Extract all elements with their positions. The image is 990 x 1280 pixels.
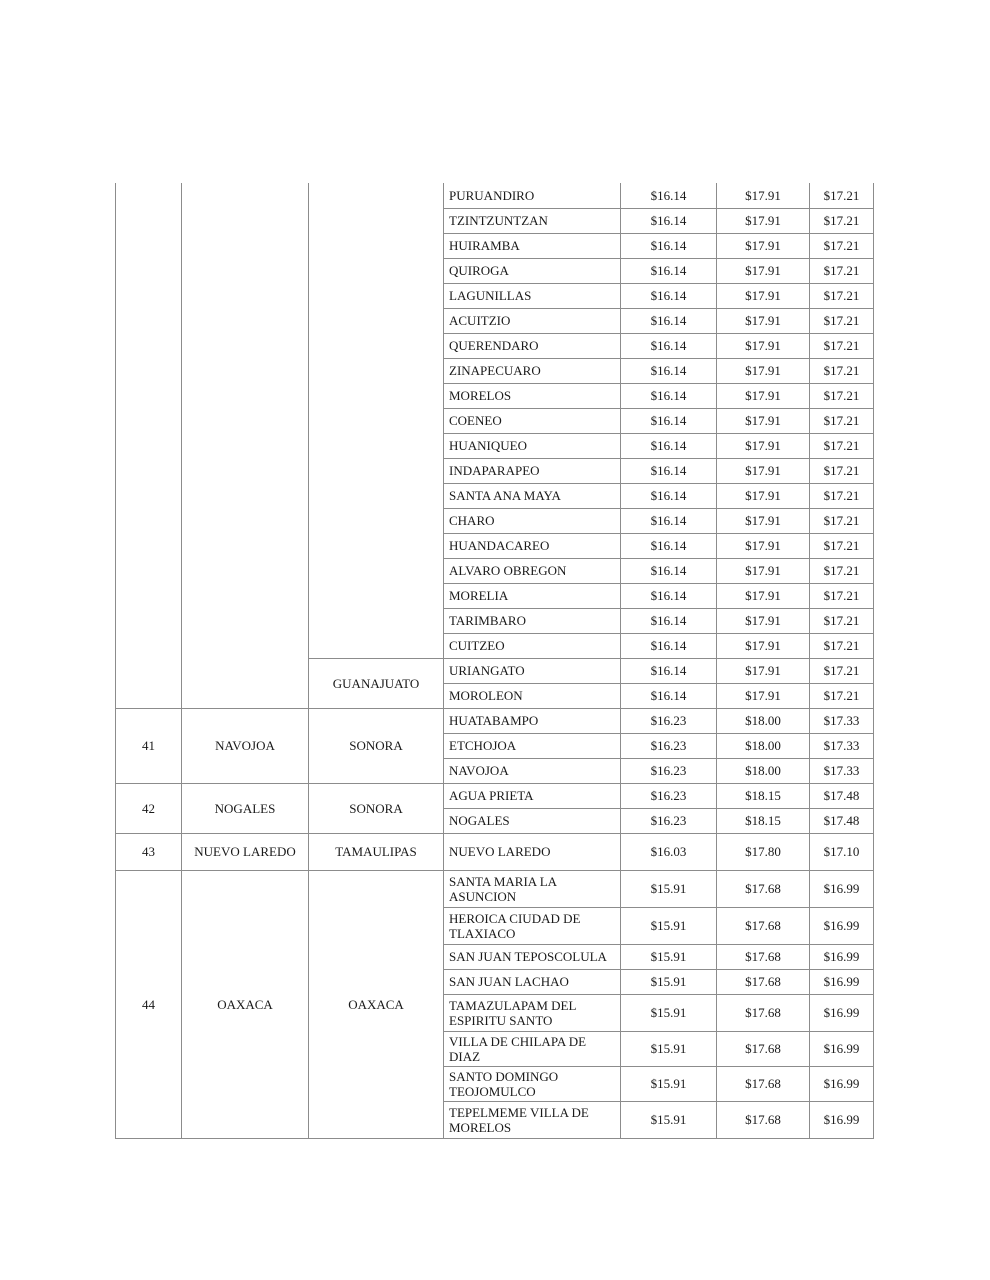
rate-cell-3: $17.21: [810, 658, 874, 683]
rate-cell-2: $17.91: [717, 333, 810, 358]
table-row: [116, 833, 874, 870]
municipality-cell: AGUA PRIETA: [444, 783, 621, 808]
municipality-cell: NOGALES: [444, 808, 621, 833]
rate-cell-3: $16.99: [810, 994, 874, 1031]
rate-cell-3: $17.21: [810, 508, 874, 533]
rate-cell-3: $17.21: [810, 283, 874, 308]
rate-cell-3: $17.33: [810, 733, 874, 758]
rate-cell-3: $17.21: [810, 458, 874, 483]
rate-cell-2: $17.68: [717, 994, 810, 1031]
rate-cell-3: $17.21: [810, 383, 874, 408]
table-row: [116, 183, 874, 208]
rate-cell-1: $16.14: [621, 183, 717, 208]
municipality-cell: HUIRAMBA: [444, 233, 621, 258]
rate-cell-3: $17.21: [810, 433, 874, 458]
zone-number-cell: [116, 183, 182, 708]
state-cell: OAXACA: [309, 870, 444, 1138]
rate-cell-1: $16.14: [621, 558, 717, 583]
municipality-cell: ALVARO OBREGON: [444, 558, 621, 583]
rate-cell-3: $16.99: [810, 870, 874, 907]
rate-cell-3: $17.21: [810, 533, 874, 558]
rate-cell-3: $17.21: [810, 608, 874, 633]
rate-cell-3: $16.99: [810, 1101, 874, 1138]
municipality-cell: ETCHOJOA: [444, 733, 621, 758]
municipality-cell: LAGUNILLAS: [444, 283, 621, 308]
rate-cell-2: $17.80: [717, 833, 810, 870]
rate-cell-1: $16.14: [621, 583, 717, 608]
rate-cell-1: $16.03: [621, 833, 717, 870]
rate-cell-3: $17.21: [810, 483, 874, 508]
municipality-cell: ACUITZIO: [444, 308, 621, 333]
rate-cell-1: $16.14: [621, 233, 717, 258]
rates-table-body: [116, 183, 874, 1138]
rate-cell-2: $17.91: [717, 583, 810, 608]
rate-cell-1: $16.23: [621, 708, 717, 733]
municipality-cell: TAMAZULAPAM DEL ESPIRITU SANTO: [444, 994, 621, 1031]
zone-name-cell: [182, 183, 309, 708]
municipality-cell: CHARO: [444, 508, 621, 533]
rate-cell-1: $16.14: [621, 308, 717, 333]
rate-cell-2: $17.91: [717, 433, 810, 458]
state-cell: [309, 183, 444, 658]
municipality-cell: TARIMBARO: [444, 608, 621, 633]
rate-cell-3: $17.21: [810, 208, 874, 233]
rate-cell-3: $17.21: [810, 583, 874, 608]
rate-cell-3: $16.99: [810, 1031, 874, 1066]
rate-cell-2: $18.00: [717, 733, 810, 758]
rate-cell-1: $15.91: [621, 969, 717, 994]
zone-number-cell: 43: [116, 833, 182, 870]
rate-cell-2: $17.68: [717, 1031, 810, 1066]
municipality-cell: QUIROGA: [444, 258, 621, 283]
table-row: [116, 708, 874, 733]
municipality-cell: QUERENDARO: [444, 333, 621, 358]
municipality-cell: MORELOS: [444, 383, 621, 408]
rate-cell-1: $16.23: [621, 808, 717, 833]
state-cell: GUANAJUATO: [309, 658, 444, 708]
zone-number-cell: 42: [116, 783, 182, 833]
rate-cell-1: $15.91: [621, 1031, 717, 1066]
rate-cell-2: $18.15: [717, 783, 810, 808]
rate-cell-3: $17.21: [810, 333, 874, 358]
rate-cell-3: $17.10: [810, 833, 874, 870]
rate-cell-1: $16.14: [621, 683, 717, 708]
municipality-cell: NAVOJOA: [444, 758, 621, 783]
rate-cell-1: $15.91: [621, 907, 717, 944]
rate-cell-3: $17.21: [810, 183, 874, 208]
rates-table: [115, 183, 874, 1139]
rate-cell-3: $17.21: [810, 683, 874, 708]
rate-cell-3: $16.99: [810, 969, 874, 994]
rate-cell-1: $16.23: [621, 783, 717, 808]
state-cell: TAMAULIPAS: [309, 833, 444, 870]
municipality-cell: INDAPARAPEO: [444, 458, 621, 483]
municipality-cell: SAN JUAN TEPOSCOLULA: [444, 944, 621, 969]
rate-cell-2: $17.68: [717, 1066, 810, 1101]
rate-cell-3: $17.21: [810, 408, 874, 433]
municipality-cell: ZINAPECUARO: [444, 358, 621, 383]
municipality-cell: SANTA MARIA LA ASUNCION: [444, 870, 621, 907]
rate-cell-1: $15.91: [621, 870, 717, 907]
rate-cell-1: $16.14: [621, 658, 717, 683]
rate-cell-3: $16.99: [810, 907, 874, 944]
municipality-cell: NUEVO LAREDO: [444, 833, 621, 870]
rate-cell-1: $15.91: [621, 1066, 717, 1101]
rate-cell-1: $16.14: [621, 508, 717, 533]
rate-cell-2: $17.68: [717, 969, 810, 994]
rate-cell-2: $17.68: [717, 907, 810, 944]
municipality-cell: SANTO DOMINGO TEOJOMULCO: [444, 1066, 621, 1101]
rate-cell-2: $18.00: [717, 708, 810, 733]
municipality-cell: COENEO: [444, 408, 621, 433]
rate-cell-2: $17.91: [717, 283, 810, 308]
zone-name-cell: NUEVO LAREDO: [182, 833, 309, 870]
rate-cell-2: $17.91: [717, 483, 810, 508]
rate-cell-3: $17.48: [810, 808, 874, 833]
table-row: [116, 783, 874, 808]
rate-cell-2: $17.68: [717, 870, 810, 907]
municipality-cell: TZINTZUNTZAN: [444, 208, 621, 233]
rate-cell-2: $17.91: [717, 558, 810, 583]
rate-cell-2: $17.91: [717, 658, 810, 683]
municipality-cell: VILLA DE CHILAPA DE DIAZ: [444, 1031, 621, 1066]
municipality-cell: MORELIA: [444, 583, 621, 608]
municipality-cell: HUANIQUEO: [444, 433, 621, 458]
state-cell: SONORA: [309, 783, 444, 833]
rate-cell-1: $15.91: [621, 944, 717, 969]
rate-cell-1: $16.14: [621, 358, 717, 383]
rate-cell-2: $17.91: [717, 533, 810, 558]
rate-cell-2: $17.91: [717, 208, 810, 233]
rate-cell-2: $17.91: [717, 608, 810, 633]
rate-cell-2: $17.91: [717, 383, 810, 408]
zone-number-cell: 44: [116, 870, 182, 1138]
rate-cell-2: $17.91: [717, 633, 810, 658]
rate-cell-3: $17.21: [810, 308, 874, 333]
municipality-cell: HEROICA CIUDAD DE TLAXIACO: [444, 907, 621, 944]
rate-cell-1: $16.14: [621, 208, 717, 233]
state-cell: SONORA: [309, 708, 444, 783]
rate-cell-2: $17.68: [717, 1101, 810, 1138]
rate-cell-3: $16.99: [810, 1066, 874, 1101]
zone-number-cell: 41: [116, 708, 182, 783]
rate-cell-2: $17.91: [717, 458, 810, 483]
rate-cell-3: $17.33: [810, 708, 874, 733]
rate-cell-1: $16.23: [621, 733, 717, 758]
rate-cell-3: $17.21: [810, 258, 874, 283]
rate-cell-3: $17.21: [810, 558, 874, 583]
municipality-cell: URIANGATO: [444, 658, 621, 683]
rate-cell-1: $16.14: [621, 633, 717, 658]
zone-name-cell: NAVOJOA: [182, 708, 309, 783]
rate-cell-1: $16.14: [621, 458, 717, 483]
municipality-cell: HUANDACAREO: [444, 533, 621, 558]
municipality-cell: PURUANDIRO: [444, 183, 621, 208]
rate-cell-3: $17.21: [810, 633, 874, 658]
rate-cell-1: $16.14: [621, 283, 717, 308]
rate-cell-2: $18.15: [717, 808, 810, 833]
rate-cell-2: $17.91: [717, 183, 810, 208]
rate-cell-1: $16.14: [621, 483, 717, 508]
rate-cell-1: $16.14: [621, 533, 717, 558]
municipality-cell: SAN JUAN LACHAO: [444, 969, 621, 994]
rate-cell-1: $16.14: [621, 608, 717, 633]
rate-cell-1: $16.14: [621, 383, 717, 408]
rate-cell-1: $15.91: [621, 1101, 717, 1138]
rate-cell-1: $16.14: [621, 333, 717, 358]
zone-name-cell: OAXACA: [182, 870, 309, 1138]
rate-cell-3: $16.99: [810, 944, 874, 969]
rate-cell-1: $15.91: [621, 994, 717, 1031]
rate-cell-2: $17.91: [717, 683, 810, 708]
municipality-cell: CUITZEO: [444, 633, 621, 658]
zone-name-cell: NOGALES: [182, 783, 309, 833]
rate-cell-1: $16.14: [621, 258, 717, 283]
rate-cell-3: $17.21: [810, 233, 874, 258]
rate-cell-3: $17.33: [810, 758, 874, 783]
municipality-cell: HUATABAMPO: [444, 708, 621, 733]
municipality-cell: TEPELMEME VILLA DE MORELOS: [444, 1101, 621, 1138]
rate-cell-2: $17.91: [717, 358, 810, 383]
rate-cell-2: $17.91: [717, 258, 810, 283]
rate-cell-2: $17.91: [717, 408, 810, 433]
rate-cell-1: $16.14: [621, 433, 717, 458]
rate-cell-2: $17.91: [717, 233, 810, 258]
rate-cell-2: $17.91: [717, 508, 810, 533]
table-row: [116, 870, 874, 907]
rate-cell-1: $16.14: [621, 408, 717, 433]
rate-cell-2: $18.00: [717, 758, 810, 783]
rate-cell-3: $17.21: [810, 358, 874, 383]
rate-cell-2: $17.68: [717, 944, 810, 969]
municipality-cell: MOROLEON: [444, 683, 621, 708]
rate-cell-2: $17.91: [717, 308, 810, 333]
municipality-cell: SANTA ANA MAYA: [444, 483, 621, 508]
rate-cell-3: $17.48: [810, 783, 874, 808]
rate-cell-1: $16.23: [621, 758, 717, 783]
